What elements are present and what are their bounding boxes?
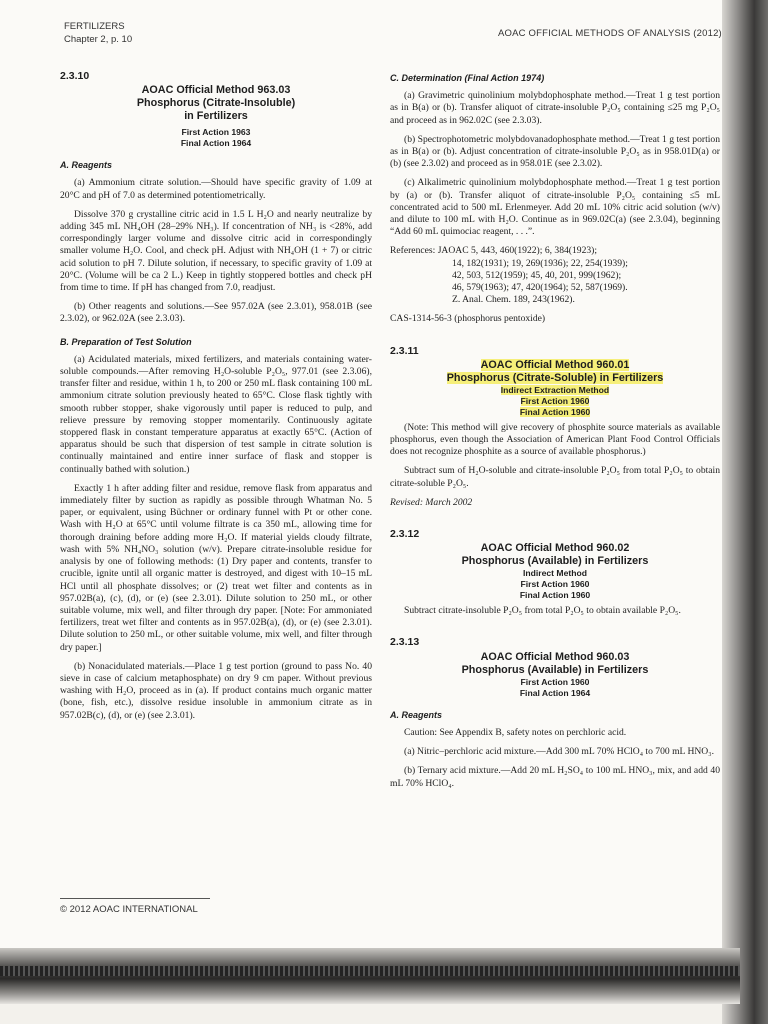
action-status: First Action 1960 <box>520 676 590 687</box>
paragraph: Subtract citrate-insoluble P₂O₅ from total P₂O₅ to obtain available P₂O₅. <box>404 605 681 617</box>
action-status: First Action 1963 <box>181 127 251 138</box>
method-subtitle: Indirect Method <box>523 568 587 579</box>
method-title: Phosphorus (Citrate-Insoluble) <box>136 97 296 110</box>
method-title: Phosphorus (Citrate-Soluble) in Fertilizers <box>446 371 664 384</box>
method-title: AOAC Official Method 960.03 <box>480 650 630 663</box>
subsection-heading: A. Reagents <box>390 709 443 720</box>
reference-line: 46, 579(1963); 47, 420(1964); 52, 587(1969). <box>452 282 628 294</box>
revision-note: Revised: March 2002 <box>390 496 473 508</box>
references <box>390 245 720 306</box>
scan-bottom-band <box>0 948 740 1004</box>
reference-line: JAOAC 5, 443, 460(1922); 6, 384(1923); <box>437 245 598 257</box>
action-status: Final Action 1964 <box>180 138 252 149</box>
method-title: Phosphorus (Available) in Fertilizers <box>461 555 649 568</box>
subsection-heading: A. Reagents <box>60 160 113 171</box>
method-title: Phosphorus (Available) in Fertilizers <box>461 663 649 676</box>
subsection-heading: B. Preparation of Test Solution <box>60 336 192 347</box>
action-status: Final Action 1960 <box>519 590 591 601</box>
method-title: AOAC Official Method 960.02 <box>480 542 630 555</box>
paragraph: (b) Nonacidulated materials.—Place 1 g test portion (ground to pass No. 40 sieve in case of calcium metaphosphate) on dry 9 cm paper. Without previous washing with H₂O, proceed as in (a). If product contains much organic matter (bone, fish, etc.), dissolve residue insoluble in ammonium citrate as in 957.02B(c), (d), or (e) (see 2.3.01). <box>60 660 372 721</box>
section-number: 2.3.10 <box>60 70 90 82</box>
section-number: 2.3.13 <box>390 636 420 649</box>
chapter-page: Chapter 2, p. 10 <box>64 34 133 45</box>
paragraph: Exactly 1 h after adding filter and residue, remove flask from apparatus and immediately filter by suction as rapidly as possible through Whatman No. 5 paper, or equivalent, using Büchner or ordinary funnel with Pt or other cone. Wash with H₂O at 65°C until volume filtrate is ca 350 mL, allowing time for thorough draining before adding more H₂O. If material yields cloudy filtrate, wash with 5% NH₄NO₃ solution (w/v). Prepare citrate-insoluble residue for analysis by one of following methods: (1) Dry paper and contents, transfer to crucible, ignite until all organic matter is destroyed, and digest with 10–15 mL HCl until all phosphate dissolves; or (2) treat wet filter and contents as in 957.02B(a), (c), (d), or (e) (see 2.3.01). Dilute solution to 250 mL, or other suitable volume, mix well, and filter through dry paper. [Note: For ammoniated fertilizers, treat wet filter and contents as in 957.02B(a), (d), or (e) (see 2.3.01). Dilute solution to 250 mL, or other suitable volume, mix well, and filter through dry paper.] <box>60 482 372 653</box>
running-header-left <box>64 20 132 46</box>
paragraph: (a) Acidulated materials, mixed fertilizers, and materials containing water-soluble compounds.—After removing H₂O-soluble P₂O₅, 977.01 (see 2.3.06), transfer filter and residue, within 1 h, to 200 or 250 mL flask containing 100 mL ammonium citrate solution previously heated to 65°C. Close flask tightly with smooth rubber stopper, shake vigorously until paper is reduced to pulp, and relieve pressure by removing stopper momentarily. Continuously agitate stoppered flask in constant temperature apparatus at exactly 65°C. (Action of apparatus should be such that dispersion of test sample in citrate solution is continually maintained and entire inner surface of flask and stopper is continually bathed with solution.) <box>60 353 372 475</box>
copyright-footer: © 2012 AOAC INTERNATIONAL <box>60 904 198 915</box>
action-status: Final Action 1964 <box>519 687 591 698</box>
paragraph: (Note: This method will give recovery of phosphite source materials as available phosphorus, even though the Association of American Plant Food Control Officials does not recognize phosphite as a source of available phosphorus.) <box>390 421 720 458</box>
method-title: in Fertilizers <box>184 110 248 123</box>
caution-note: Caution: See Appendix B, safety notes on perchloric acid. <box>404 726 627 738</box>
paragraph: Subtract sum of H₂O-soluble and citrate-insoluble P₂O₅ from total P₂O₅ to obtain citrate-soluble P₂O₅. <box>390 465 720 489</box>
reference-line: 14, 182(1931); 19, 269(1936); 22, 254(1939); <box>452 257 628 269</box>
method-title: AOAC Official Method 963.03 <box>141 84 291 97</box>
paragraph: Dissolve 370 g crystalline citric acid in 1.5 L H₂O and nearly neutralize by adding 345 mL NH₄OH (28–29% NH₃). If concentration of NH₃ is <28%, add correspondingly larger volume and dissolve citric acid in correspondingly smaller volume H₂O. Cool, and check pH. Adjust with NH₄OH (1 + 7) or citric acid solution to pH 7. Dilute solution, if necessary, to specific gravity of 1.09 at 20°C. (Volume will be ca 2 L.) Keep in tightly stoppered bottles and check pH from time to time. If pH has changed from 7.0, readjust. <box>60 208 372 294</box>
chapter-name: FERTILIZERS <box>64 21 125 32</box>
footer-rule <box>60 898 210 899</box>
paragraph: (a) Gravimetric quinolinium molybdophosphate method.—Treat 1 g test portion as in B(a) or (b). Transfer aliquot of citrate-insoluble P₂O₅ containing ≤25 mg P₂O₅ and proceed as in 962.02C (see 2.3.03). <box>390 90 720 126</box>
action-status: Final Action 1960 <box>519 406 591 417</box>
scan-edge-shadow <box>722 0 768 1024</box>
reference-line: Z. Anal. Chem. 189, 243(1962). <box>452 294 575 306</box>
reference-line: 42, 503, 512(1959); 45, 40, 201, 999(1962); <box>452 269 622 281</box>
method-subtitle: Indirect Extraction Method <box>500 384 610 395</box>
paragraph: (a) Nitric–perchloric acid mixture.—Add 300 mL 70% HClO₄ to 700 mL HNO₃. <box>404 746 714 758</box>
right-column <box>390 72 720 797</box>
section-number: 2.3.12 <box>390 528 420 541</box>
action-status: First Action 1960 <box>520 395 590 406</box>
cas-number: CAS-1314-56-3 (phosphorus pentoxide) <box>390 313 546 325</box>
paragraph: (b) Spectrophotometric molybdovanadophosphate method.—Treat 1 g test portion as in B(a) or (b). Adjust concentration of citrate-insoluble P₂O₅ as in 958.01D(a) or (b) (see 2.3.02) and proceed as in 958.01E (see 2.3.02). <box>390 133 720 170</box>
paragraph: (b) Other reagents and solutions.—See 957.02A (see 2.3.01), 958.01B (see 2.3.02), or 962.02A (see 2.3.03). <box>60 301 372 325</box>
running-header-right: AOAC OFFICIAL METHODS OF ANALYSIS (2012) <box>498 28 722 39</box>
subsection-heading: C. Determination (Final Action 1974) <box>390 73 545 83</box>
section-number: 2.3.11 <box>390 344 419 357</box>
method-title: AOAC Official Method 960.01 <box>480 358 630 371</box>
paragraph: (a) Ammonium citrate solution.—Should have specific gravity of 1.09 at 20°C and pH of 7.0 as determined potentiometrically. <box>60 177 372 201</box>
references-label: References: <box>390 245 436 257</box>
action-status: First Action 1960 <box>520 579 590 590</box>
paragraph: (b) Ternary acid mixture.—Add 20 mL H₂SO₄ to 100 mL HNO₃, mix, and add 40 mL 70% HClO₄. <box>390 765 720 789</box>
left-column <box>60 70 372 729</box>
paragraph: (c) Alkalimetric quinolinium molybdophosphate method.—Treat 1 g test portion by (a) or (b). Transfer aliquot of citrate-insoluble P₂O₅ containing ≤5 mL concentrated acid to 500 mL Erlenmeyer. Add 20 mL 10% citric acid solution (w/v) and dilute to 100 mL with H₂O. Continue as in 969.02C(a) (see 2.3.04), beginning “Add 60 mL quimociac reagent, . . .”. <box>390 177 720 238</box>
